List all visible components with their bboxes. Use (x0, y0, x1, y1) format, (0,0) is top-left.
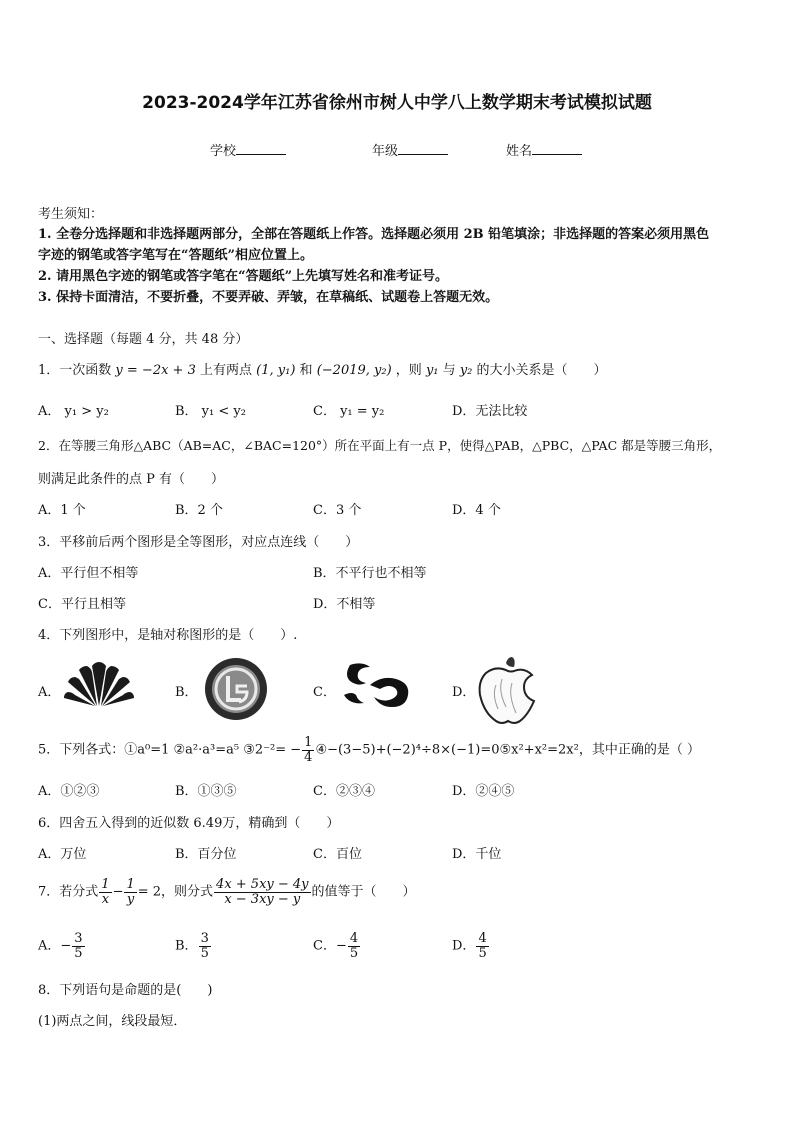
question-2-line-1: 2．在等腰三角形△ABC（AB=AC，∠BAC=120°）所在平面上有一点 P，使得△PAB，△PBC，△PAC 都是等腰三角形， (38, 438, 722, 453)
school-field[interactable] (210, 140, 286, 159)
q5-fraction: $\frac{1}{4}$ (304, 735, 313, 765)
q1-text-a: 1．一次函数 (38, 363, 112, 378)
q1-function: y = −2x + 3 (115, 363, 196, 378)
q1-point-2: (−2019, y₂) (316, 363, 392, 378)
q7-minus: − (112, 884, 124, 900)
grade-field[interactable] (372, 140, 448, 159)
apple-logo-image (476, 655, 540, 727)
q8-item-1: (1)两点之间，线段最短． (38, 1014, 187, 1029)
q6-option-b[interactable]: B．百分位 (175, 847, 237, 862)
q1-text-b: 上有两点 (200, 363, 253, 378)
q6-option-d[interactable]: D．千位 (452, 847, 502, 862)
q3-option-b[interactable]: B．不平行也不相等 (313, 566, 427, 581)
q4-option-b[interactable]: B． (175, 685, 198, 700)
question-4-stem: 4．下列图形中，是轴对称图形的是（ ）. (38, 628, 298, 643)
q2-option-b[interactable]: B．2 个 (175, 503, 223, 518)
swirl-logo-image (340, 661, 412, 711)
name-label: 姓名 (506, 144, 533, 159)
q7-option-b[interactable]: B． $\frac{3}{5}$ (175, 931, 209, 961)
question-7-stem (38, 878, 416, 906)
q7-text-b: = 2，则分式 (137, 884, 214, 900)
q1-y2: y₂ (459, 363, 473, 378)
name-field[interactable] (506, 140, 582, 159)
q1-text-d: ，则 (395, 363, 422, 378)
q2-option-a[interactable]: A．1 个 (38, 503, 86, 518)
q1-text-e: 与 (442, 363, 456, 378)
q7-text-c: 的值等于（ ） (311, 884, 416, 900)
grade-label: 年级 (372, 144, 399, 159)
school-blank (236, 142, 286, 155)
q3-option-d[interactable]: D．不相等 (313, 597, 376, 612)
q4-option-c[interactable]: C． (313, 685, 336, 700)
q7-option-c[interactable]: C．− $\frac{4}{5}$ (313, 931, 359, 961)
q7-option-d[interactable]: D． $\frac{4}{5}$ (452, 931, 487, 961)
notice-item-3: 3. 保持卡面清洁，不要折叠，不要弄破、弄皱，在草稿纸、试题卷上答题无效。 (38, 290, 499, 305)
q1-y1: y₁ (425, 363, 439, 378)
q4-option-a[interactable]: A． (38, 685, 61, 700)
q7-option-b-fraction: $\frac{3}{5}$ (200, 931, 209, 961)
question-5-stem (38, 736, 700, 764)
q1-text-c: 和 (299, 363, 313, 378)
q5-option-d[interactable]: D．②④⑤ (452, 784, 515, 799)
q3-option-a[interactable]: A．平行但不相等 (38, 566, 139, 581)
notice-heading: 考生须知： (38, 207, 104, 222)
q1-option-c[interactable]: C． y₁ = y₂ (313, 404, 385, 419)
page-title: 2023-2024学年江苏省徐州市树人中学八上数学期末考试模拟试题 (142, 93, 652, 113)
question-1-stem (38, 359, 607, 378)
q7-fraction-3: $\frac{4x + 5xy - 4y}{x - 3xy - y}$ (216, 877, 309, 907)
q5-text-a: 5．下列各式：①a⁰=1 ②a²·a³=a⁵ ③2⁻²= − (38, 742, 302, 758)
section-heading: 一、选择题（每题 4 分，共 48 分） (38, 332, 249, 347)
q1-text-f: 的大小关系是（ ） (476, 363, 607, 378)
q1-option-a[interactable]: A． y₁ > y₂ (38, 404, 109, 419)
q1-option-d[interactable]: D．无法比较 (452, 404, 528, 419)
q1-point-1: (1, y₁) (256, 363, 296, 378)
school-label: 学校 (210, 144, 237, 159)
q7-fraction-2: $\frac{1}{y}$ (126, 877, 135, 907)
q7-option-c-fraction: $\frac{4}{5}$ (349, 931, 359, 961)
q5-text-b: ④−(3−5)+(−2)⁴÷8×(−1)=0⑤x²+x²=2x²，其中正确的是（ ） (315, 742, 700, 758)
q5-option-b[interactable]: B．①③⑤ (175, 784, 237, 799)
q5-option-a[interactable]: A．①②③ (38, 784, 100, 799)
q2-option-c[interactable]: C．3 个 (313, 503, 362, 518)
question-2-line-2: 则满足此条件的点 P 有（ ） (38, 472, 225, 487)
q7-option-a-fraction: $\frac{3}{5}$ (74, 931, 83, 961)
question-8-stem: 8．下列语句是命题的是( ) (38, 983, 213, 998)
name-blank (532, 142, 582, 155)
lg-like-logo-image (203, 656, 269, 722)
q3-option-c[interactable]: C．平行且相等 (38, 597, 126, 612)
notice-item-2: 2. 请用黑色字迹的钢笔或答字笔在“答题纸”上先填写姓名和准考证号。 (38, 269, 449, 284)
q5-option-c[interactable]: C．②③④ (313, 784, 375, 799)
notice-item-1-cont: 字迹的钢笔或答字笔写在“答题纸”相应位置上。 (38, 248, 313, 263)
notice-item-1: 1. 全卷分选择题和非选择题两部分，全部在答题纸上作答。选择题必须用 2B 铅笔填涂；非选择题的答案必须用黑色 (38, 227, 710, 242)
q7-option-a[interactable]: A．− $\frac{3}{5}$ (38, 931, 83, 961)
question-6-stem: 6．四舍五入得到的近似数 6.49万，精确到（ ） (38, 816, 340, 831)
question-3-stem: 3．平移前后两个图形是全等图形，对应点连线（ ） (38, 535, 359, 550)
q2-option-d[interactable]: D．4 个 (452, 503, 501, 518)
huawei-like-logo-image (62, 660, 136, 708)
q7-fraction-1: $\frac{1}{x}$ (101, 877, 110, 907)
grade-blank (398, 142, 448, 155)
q6-option-c[interactable]: C．百位 (313, 847, 362, 862)
q4-option-d[interactable]: D． (452, 685, 476, 700)
q6-option-a[interactable]: A．万位 (38, 847, 87, 862)
q7-text-a: 7．若分式 (38, 884, 99, 900)
q1-option-b[interactable]: B． y₁ < y₂ (175, 404, 246, 419)
q7-option-d-fraction: $\frac{4}{5}$ (478, 931, 487, 961)
